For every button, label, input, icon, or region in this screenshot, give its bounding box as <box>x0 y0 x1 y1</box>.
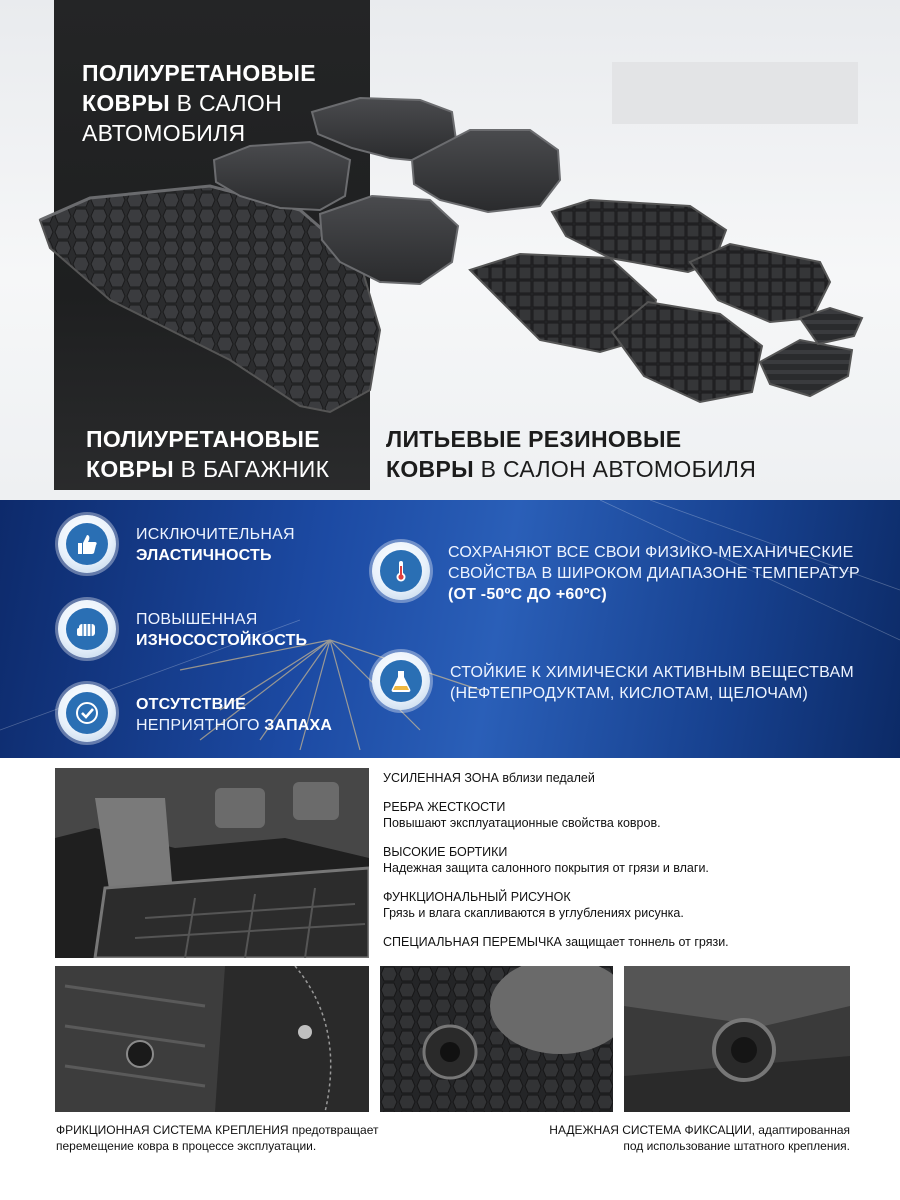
fastener-drawing-2 <box>380 966 613 1112</box>
temperature-badge <box>372 542 430 600</box>
detail-item-5: СПЕЦИАЛЬНАЯ ПЕРЕМЫЧКА защищает тоннель от грязи. <box>383 935 729 949</box>
fastener-photo-3 <box>624 966 850 1112</box>
chemical-badge <box>372 652 430 710</box>
title-poly-salon: ПОЛИУРЕТАНОВЫЕ КОВРЫ В САЛОН АВТОМОБИЛЯ <box>82 60 316 146</box>
pedal-photo-drawing <box>55 768 369 958</box>
feature-chemical: СТОЙКИЕ К ХИМИЧЕСКИ АКТИВНЫМ ВЕЩЕСТВАМ (НЕФТЕПРОДУКТАМ, КИСЛОТАМ, ЩЕЛОЧАМ) <box>450 664 854 702</box>
features-band <box>0 500 900 758</box>
sparks-background <box>0 500 900 758</box>
detail-item-1: УСИЛЕННАЯ ЗОНА вблизи педалей <box>383 771 595 785</box>
feature-temperature: СОХРАНЯЮТ ВСЕ СВОИ ФИЗИКО-МЕХАНИЧЕСКИЕ СВОЙСТВА В ШИРОКОМ ДИАПАЗОНЕ ТЕМПЕРАТУР (ОТ -50ºС ДО +60ºС) <box>448 544 860 603</box>
elasticity-badge <box>58 515 116 573</box>
caption-friction: ФРИКЦИОННАЯ СИСТЕМА КРЕПЛЕНИЯ предотвращает перемещение ковра в процессе эксплуатации. <box>56 1123 379 1153</box>
fastener-drawing-1 <box>55 966 369 1112</box>
rubber-mat-5 <box>760 340 852 396</box>
pedal-area-photo <box>55 768 369 958</box>
thermometer-icon <box>388 558 414 584</box>
fastener-drawing-3 <box>624 966 850 1112</box>
check-badge-icon <box>74 700 100 726</box>
odor-badge <box>58 684 116 742</box>
title-poly-trunk: ПОЛИУРЕТАНОВЫЕ КОВРЫ В БАГАЖНИК <box>86 426 330 482</box>
hero-section <box>0 0 900 500</box>
feature-wear: ПОВЫШЕННАЯ ИЗНОСОСТОЙКОСТЬ <box>136 611 308 649</box>
fastener-photo-1 <box>55 966 369 1112</box>
thumbs-up-icon <box>74 531 100 557</box>
details-list <box>383 770 883 950</box>
feature-elasticity: ИСКЛЮЧИТЕЛЬНАЯ ЭЛАСТИЧНОСТЬ <box>136 526 295 564</box>
caption-fixation: НАДЕЖНАЯ СИСТЕМА ФИКСАЦИИ, адаптированная под использование штатного крепления. <box>549 1123 850 1153</box>
wear-badge <box>58 600 116 658</box>
flask-icon <box>388 668 414 694</box>
title-rubber-salon: ЛИТЬЕВЫЕ РЕЗИНОВЫЕ КОВРЫ В САЛОН АВТОМОБИЛЯ <box>386 426 757 482</box>
detail-item-4: ФУНКЦИОНАЛЬНЫЙ РИСУНОК Грязь и влага скапливаются в углублениях рисунка. <box>383 890 684 920</box>
fastener-photo-2 <box>380 966 613 1112</box>
fist-icon <box>74 616 100 642</box>
rubber-mat-4 <box>612 302 762 402</box>
detail-item-3: ВЫСОКИЕ БОРТИКИ Надежная защита салонного покрытия от грязи и влаги. <box>383 845 709 875</box>
feature-odor: ОТСУТСТВИЕ НЕПРИЯТНОГО ЗАПАХА <box>136 696 333 734</box>
detail-item-2: РЕБРА ЖЕСТКОСТИ Повышают эксплуатационные свойства ковров. <box>383 800 661 830</box>
rubber-mat-3 <box>690 244 830 322</box>
